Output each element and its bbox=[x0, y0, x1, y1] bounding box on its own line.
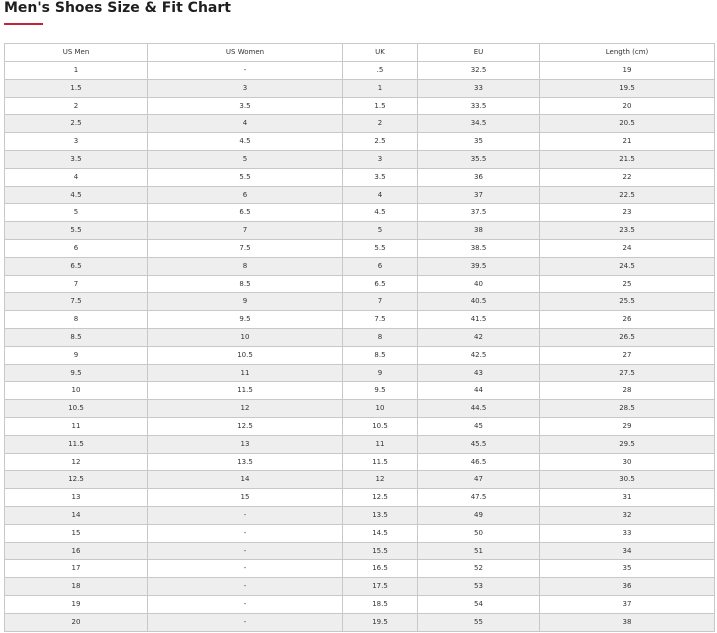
cell-uk: 7 bbox=[343, 293, 418, 311]
cell-length-cm: 29.5 bbox=[540, 435, 715, 453]
cell-us-women: 4 bbox=[148, 115, 343, 133]
cell-eu: 46.5 bbox=[418, 453, 540, 471]
cell-eu: 44 bbox=[418, 382, 540, 400]
table-row bbox=[5, 275, 715, 293]
cell-us-men: 4 bbox=[5, 168, 148, 186]
table-row bbox=[5, 613, 715, 631]
cell-eu: 55 bbox=[418, 613, 540, 631]
header-eu: EU bbox=[418, 44, 540, 62]
cell-us-women: 8.5 bbox=[148, 275, 343, 293]
cell-length-cm: 25.5 bbox=[540, 293, 715, 311]
cell-us-women: - bbox=[148, 62, 343, 80]
cell-us-men: 8 bbox=[5, 311, 148, 329]
cell-eu: 36 bbox=[418, 168, 540, 186]
cell-uk: 10.5 bbox=[343, 417, 418, 435]
cell-eu: 47 bbox=[418, 471, 540, 489]
size-chart-table bbox=[4, 43, 715, 632]
table-row bbox=[5, 435, 715, 453]
cell-length-cm: 29 bbox=[540, 417, 715, 435]
cell-uk: 10 bbox=[343, 400, 418, 418]
cell-us-women: 13 bbox=[148, 435, 343, 453]
cell-length-cm: 34 bbox=[540, 542, 715, 560]
table-row bbox=[5, 506, 715, 524]
title-underline bbox=[4, 23, 43, 25]
cell-eu: 43 bbox=[418, 364, 540, 382]
cell-us-women: 8 bbox=[148, 257, 343, 275]
cell-us-men: 20 bbox=[5, 613, 148, 631]
table-row bbox=[5, 97, 715, 115]
cell-eu: 49 bbox=[418, 506, 540, 524]
cell-eu: 38.5 bbox=[418, 239, 540, 257]
cell-us-women: 11 bbox=[148, 364, 343, 382]
cell-us-men: 9 bbox=[5, 346, 148, 364]
cell-eu: 38 bbox=[418, 222, 540, 240]
table-row bbox=[5, 524, 715, 542]
cell-eu: 54 bbox=[418, 595, 540, 613]
cell-length-cm: 27 bbox=[540, 346, 715, 364]
table-row bbox=[5, 186, 715, 204]
cell-uk: 19.5 bbox=[343, 613, 418, 631]
cell-us-men: 3.5 bbox=[5, 150, 148, 168]
cell-length-cm: 27.5 bbox=[540, 364, 715, 382]
cell-eu: 40.5 bbox=[418, 293, 540, 311]
cell-us-women: 9.5 bbox=[148, 311, 343, 329]
cell-us-women: 12.5 bbox=[148, 417, 343, 435]
cell-length-cm: 38 bbox=[540, 613, 715, 631]
cell-uk: 16.5 bbox=[343, 560, 418, 578]
cell-length-cm: 25 bbox=[540, 275, 715, 293]
cell-us-men: 7.5 bbox=[5, 293, 148, 311]
cell-uk: 1.5 bbox=[343, 97, 418, 115]
cell-us-women: 5.5 bbox=[148, 168, 343, 186]
cell-us-women: 7 bbox=[148, 222, 343, 240]
cell-uk: 6.5 bbox=[343, 275, 418, 293]
table-row bbox=[5, 293, 715, 311]
cell-us-men: 19 bbox=[5, 595, 148, 613]
cell-us-men: 11 bbox=[5, 417, 148, 435]
table-row bbox=[5, 79, 715, 97]
table-row bbox=[5, 542, 715, 560]
cell-eu: 35 bbox=[418, 133, 540, 151]
table-row bbox=[5, 133, 715, 151]
cell-eu: 51 bbox=[418, 542, 540, 560]
cell-eu: 39.5 bbox=[418, 257, 540, 275]
cell-length-cm: 28.5 bbox=[540, 400, 715, 418]
table-row bbox=[5, 489, 715, 507]
cell-us-women: 9 bbox=[148, 293, 343, 311]
cell-us-men: 5.5 bbox=[5, 222, 148, 240]
cell-uk: 8 bbox=[343, 328, 418, 346]
cell-us-women: - bbox=[148, 613, 343, 631]
cell-us-women: 10 bbox=[148, 328, 343, 346]
cell-us-women: - bbox=[148, 578, 343, 596]
cell-us-men: 5 bbox=[5, 204, 148, 222]
header-us-women: US Women bbox=[148, 44, 343, 62]
cell-eu: 37.5 bbox=[418, 204, 540, 222]
table-row bbox=[5, 595, 715, 613]
cell-us-men: 6.5 bbox=[5, 257, 148, 275]
table-row bbox=[5, 346, 715, 364]
cell-uk: 12.5 bbox=[343, 489, 418, 507]
cell-uk: 8.5 bbox=[343, 346, 418, 364]
cell-us-women: 3 bbox=[148, 79, 343, 97]
cell-length-cm: 32 bbox=[540, 506, 715, 524]
table-row bbox=[5, 62, 715, 80]
cell-uk: 18.5 bbox=[343, 595, 418, 613]
cell-us-women: 13.5 bbox=[148, 453, 343, 471]
cell-us-men: 11.5 bbox=[5, 435, 148, 453]
table-row bbox=[5, 257, 715, 275]
cell-uk: 15.5 bbox=[343, 542, 418, 560]
cell-uk: 3 bbox=[343, 150, 418, 168]
cell-uk: 17.5 bbox=[343, 578, 418, 596]
cell-us-men: 9.5 bbox=[5, 364, 148, 382]
cell-uk: 9.5 bbox=[343, 382, 418, 400]
cell-us-women: 10.5 bbox=[148, 346, 343, 364]
cell-uk: 4.5 bbox=[343, 204, 418, 222]
header-us-men: US Men bbox=[5, 44, 148, 62]
cell-us-women: - bbox=[148, 595, 343, 613]
table-row bbox=[5, 150, 715, 168]
cell-us-men: 4.5 bbox=[5, 186, 148, 204]
cell-us-men: 15 bbox=[5, 524, 148, 542]
cell-us-men: 3 bbox=[5, 133, 148, 151]
table-row bbox=[5, 168, 715, 186]
cell-eu: 47.5 bbox=[418, 489, 540, 507]
cell-us-men: 6 bbox=[5, 239, 148, 257]
cell-eu: 42.5 bbox=[418, 346, 540, 364]
cell-eu: 45 bbox=[418, 417, 540, 435]
table-row bbox=[5, 417, 715, 435]
table-row bbox=[5, 328, 715, 346]
table-row bbox=[5, 400, 715, 418]
cell-us-women: - bbox=[148, 524, 343, 542]
cell-length-cm: 37 bbox=[540, 595, 715, 613]
cell-us-women: - bbox=[148, 542, 343, 560]
cell-us-women: 7.5 bbox=[148, 239, 343, 257]
cell-us-men: 13 bbox=[5, 489, 148, 507]
cell-eu: 42 bbox=[418, 328, 540, 346]
cell-us-men: 12 bbox=[5, 453, 148, 471]
cell-length-cm: 22.5 bbox=[540, 186, 715, 204]
cell-eu: 33.5 bbox=[418, 97, 540, 115]
cell-length-cm: 21 bbox=[540, 133, 715, 151]
cell-uk: 2.5 bbox=[343, 133, 418, 151]
cell-us-women: - bbox=[148, 506, 343, 524]
cell-us-women: 12 bbox=[148, 400, 343, 418]
page-title: Men's Shoes Size & Fit Chart bbox=[4, 0, 231, 16]
cell-us-men: 12.5 bbox=[5, 471, 148, 489]
cell-uk: .5 bbox=[343, 62, 418, 80]
cell-length-cm: 23 bbox=[540, 204, 715, 222]
cell-us-men: 17 bbox=[5, 560, 148, 578]
cell-uk: 5 bbox=[343, 222, 418, 240]
cell-length-cm: 28 bbox=[540, 382, 715, 400]
table-row bbox=[5, 560, 715, 578]
cell-length-cm: 20.5 bbox=[540, 115, 715, 133]
header-uk: UK bbox=[343, 44, 418, 62]
cell-eu: 35.5 bbox=[418, 150, 540, 168]
cell-length-cm: 31 bbox=[540, 489, 715, 507]
cell-length-cm: 22 bbox=[540, 168, 715, 186]
cell-length-cm: 23.5 bbox=[540, 222, 715, 240]
table-row bbox=[5, 364, 715, 382]
cell-us-women: 15 bbox=[148, 489, 343, 507]
cell-us-women: 6 bbox=[148, 186, 343, 204]
cell-us-women: 5 bbox=[148, 150, 343, 168]
cell-eu: 34.5 bbox=[418, 115, 540, 133]
cell-uk: 14.5 bbox=[343, 524, 418, 542]
cell-uk: 6 bbox=[343, 257, 418, 275]
cell-us-men: 1 bbox=[5, 62, 148, 80]
table-row bbox=[5, 204, 715, 222]
table-row bbox=[5, 453, 715, 471]
table-row bbox=[5, 382, 715, 400]
cell-uk: 7.5 bbox=[343, 311, 418, 329]
cell-eu: 33 bbox=[418, 79, 540, 97]
cell-eu: 45.5 bbox=[418, 435, 540, 453]
cell-uk: 11 bbox=[343, 435, 418, 453]
cell-us-women: 14 bbox=[148, 471, 343, 489]
cell-us-men: 16 bbox=[5, 542, 148, 560]
table-row bbox=[5, 578, 715, 596]
cell-us-women: 4.5 bbox=[148, 133, 343, 151]
cell-eu: 37 bbox=[418, 186, 540, 204]
cell-length-cm: 33 bbox=[540, 524, 715, 542]
cell-uk: 9 bbox=[343, 364, 418, 382]
cell-uk: 2 bbox=[343, 115, 418, 133]
cell-us-men: 14 bbox=[5, 506, 148, 524]
cell-eu: 50 bbox=[418, 524, 540, 542]
cell-eu: 52 bbox=[418, 560, 540, 578]
cell-length-cm: 21.5 bbox=[540, 150, 715, 168]
cell-uk: 11.5 bbox=[343, 453, 418, 471]
cell-length-cm: 19.5 bbox=[540, 79, 715, 97]
cell-us-women: - bbox=[148, 560, 343, 578]
cell-us-men: 1.5 bbox=[5, 79, 148, 97]
cell-us-men: 18 bbox=[5, 578, 148, 596]
cell-eu: 32.5 bbox=[418, 62, 540, 80]
cell-uk: 4 bbox=[343, 186, 418, 204]
table-body bbox=[5, 62, 715, 632]
cell-length-cm: 30.5 bbox=[540, 471, 715, 489]
table-row bbox=[5, 222, 715, 240]
cell-us-men: 10.5 bbox=[5, 400, 148, 418]
table-header-row bbox=[5, 44, 715, 62]
cell-length-cm: 26 bbox=[540, 311, 715, 329]
cell-length-cm: 30 bbox=[540, 453, 715, 471]
header-length-cm: Length (cm) bbox=[540, 44, 715, 62]
cell-eu: 40 bbox=[418, 275, 540, 293]
cell-us-men: 8.5 bbox=[5, 328, 148, 346]
table-row bbox=[5, 115, 715, 133]
cell-us-men: 7 bbox=[5, 275, 148, 293]
cell-uk: 1 bbox=[343, 79, 418, 97]
cell-us-men: 2 bbox=[5, 97, 148, 115]
cell-length-cm: 20 bbox=[540, 97, 715, 115]
cell-uk: 5.5 bbox=[343, 239, 418, 257]
cell-eu: 41.5 bbox=[418, 311, 540, 329]
cell-length-cm: 24 bbox=[540, 239, 715, 257]
cell-length-cm: 19 bbox=[540, 62, 715, 80]
table-row bbox=[5, 311, 715, 329]
cell-length-cm: 36 bbox=[540, 578, 715, 596]
table-row bbox=[5, 471, 715, 489]
cell-us-women: 6.5 bbox=[148, 204, 343, 222]
cell-eu: 53 bbox=[418, 578, 540, 596]
cell-uk: 3.5 bbox=[343, 168, 418, 186]
cell-length-cm: 24.5 bbox=[540, 257, 715, 275]
cell-us-women: 3.5 bbox=[148, 97, 343, 115]
cell-uk: 13.5 bbox=[343, 506, 418, 524]
cell-us-men: 2.5 bbox=[5, 115, 148, 133]
table-row bbox=[5, 239, 715, 257]
cell-uk: 12 bbox=[343, 471, 418, 489]
cell-us-men: 10 bbox=[5, 382, 148, 400]
cell-length-cm: 26.5 bbox=[540, 328, 715, 346]
cell-length-cm: 35 bbox=[540, 560, 715, 578]
cell-eu: 44.5 bbox=[418, 400, 540, 418]
cell-us-women: 11.5 bbox=[148, 382, 343, 400]
